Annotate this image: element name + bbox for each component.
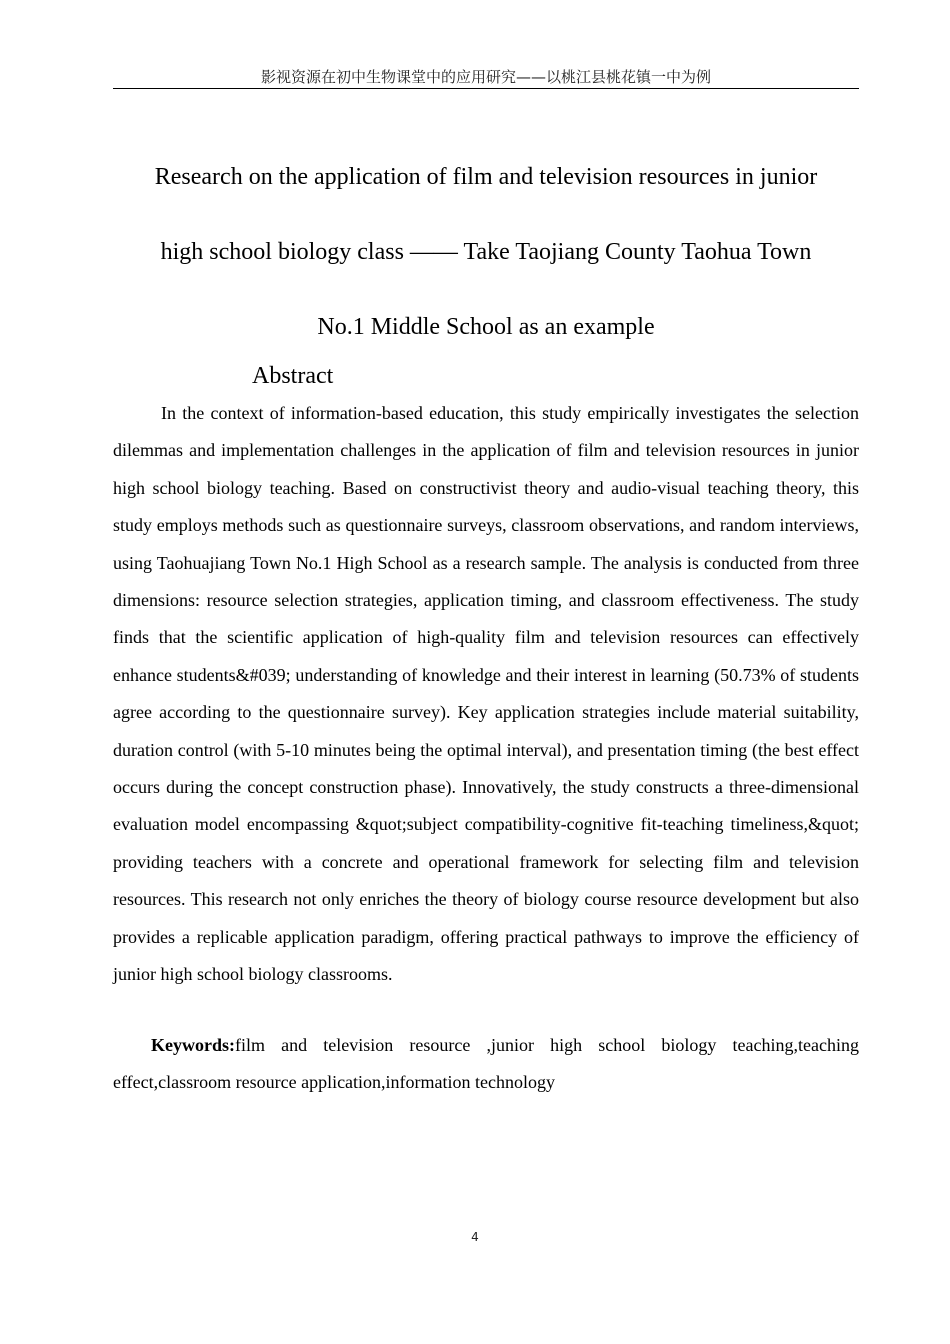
title-line-2: high school biology class —— Take Taojiang County Taohua Town: [160, 239, 812, 265]
keywords-label: Keywords:: [151, 1035, 235, 1055]
paper-title: [113, 140, 859, 365]
page-number: 4: [471, 1230, 479, 1244]
header-rule: [113, 88, 859, 89]
title-line-1: Research on the application of film and television resources in junior: [154, 164, 818, 190]
abstract-body: In the context of information-based education, this study empirically investigates the selection dilemmas and implementation challenges in the application of film and television resources in junior high school biology teaching. Based on constructivist theory and audio-visual teaching theory, this study employs methods such as questionnaire surveys, classroom observations, and random interviews, using Taohuajiang Town No.1 High School as a research sample. The analysis is conducted from three dimensions: resource selection strategies, application timing, and classroom effectiveness. The study finds that the scientific application of high-quality film and television resources can effectively enhance students&#039; understanding of knowledge and their interest in learning (50.73% of students agree according to the questionnaire survey). Key application strategies include material suitability, duration control (with 5-10 minutes being the optimal interval), and presentation timing (the best effect occurs during the concept construction phase). Innovatively, the study constructs a three-dimensional evaluation model encompassing &quot;subject compatibility-cognitive fit-teaching timeliness,&quot; providing teachers with a concrete and operational framework for selecting film and television resources. This research not only enriches the theory of biology course resource development but also provides a replicable application paradigm, offering practical pathways to improve the efficiency of junior high school biology classrooms.: [113, 403, 859, 985]
running-header: 影视资源在初中生物课堂中的应用研究——以桃江县桃花镇一中为例: [260, 68, 711, 86]
keywords: [113, 1027, 859, 1102]
abstract-heading: Abstract: [252, 363, 334, 389]
title-line-3: No.1 Middle School as an example: [317, 314, 655, 340]
keywords-text: film and television resource ,junior high school biology teaching,teaching effect,classroom resource application,information technology: [113, 1035, 859, 1093]
